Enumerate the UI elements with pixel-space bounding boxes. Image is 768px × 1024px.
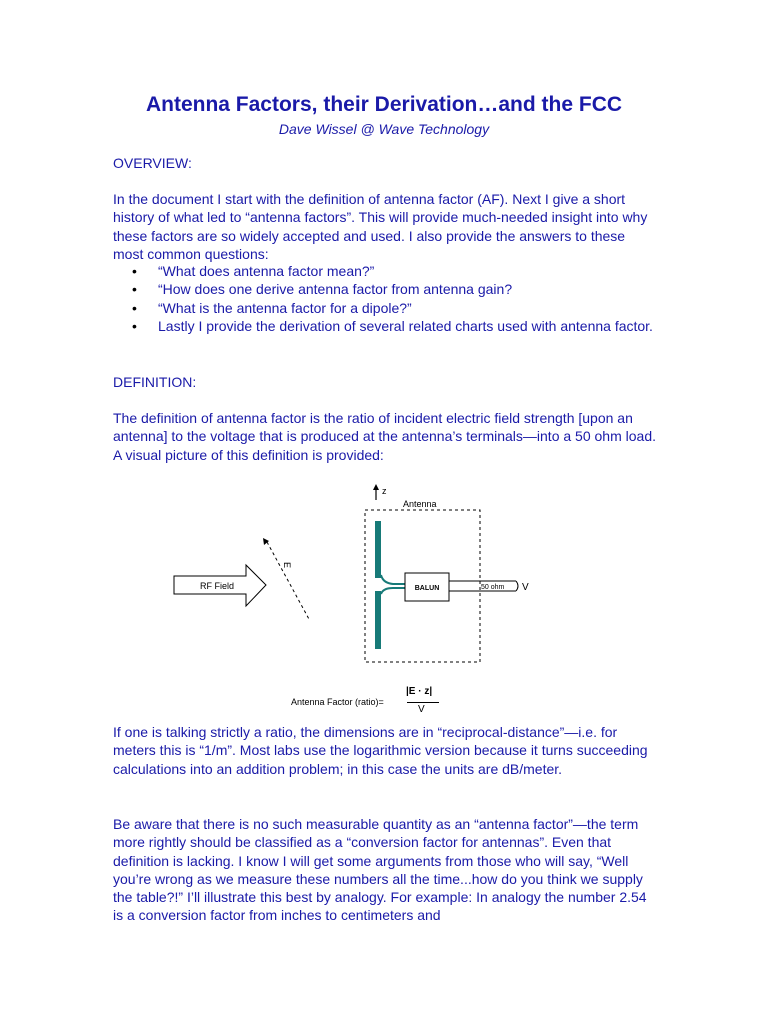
antenna-label: Antenna: [403, 499, 437, 509]
formula-label: Antenna Factor (ratio)=: [291, 697, 384, 707]
paragraph-conversion-factor: Be aware that there is no such measurable quantity as an “antenna factor”—the term more rightly should be classified as a “conversion factor for antennas”. Even that definition is lacking. I know I will get some arguments from those who will say, “Well you’re wrong as we measure these numbers all the time...how do you think we supply the table?!” I’ll illustrate this best by analogy. For example: In analogy the number 2.54 is a conversion factor from inches to centimeters and: [113, 816, 647, 924]
bullet-icon: •: [132, 281, 137, 298]
list-item: • “What is the antenna factor for a dipole?”: [132, 299, 412, 316]
bullet-icon: •: [132, 299, 137, 316]
document-author: Dave Wissel @ Wave Technology: [278, 121, 490, 137]
e-label: E: [282, 562, 292, 569]
question-list: [113, 262, 658, 335]
antenna-factor-formula: [290, 686, 490, 720]
formula-denominator: V: [418, 704, 425, 715]
rf-field-label: RF Field: [200, 581, 235, 591]
load-label: 50 ohm: [481, 584, 505, 591]
voltage-label: V: [522, 582, 529, 593]
e-field-vector: [267, 542, 310, 621]
document-title: Antenna Factors, their Derivation…and the FCC: [145, 93, 623, 116]
list-item: • “What does antenna factor mean?”: [132, 263, 375, 279]
lower-feed-line: [381, 588, 405, 594]
z-arrow-head: [373, 484, 379, 490]
list-item: • Lastly I provide the derivation of several related charts used with antenna factor.: [132, 317, 653, 334]
formula-numerator: |E · z|: [406, 686, 433, 697]
list-item: • “How does one derive antenna factor from antenna gain?: [132, 281, 513, 298]
balun-label: BALUN: [414, 585, 440, 592]
upper-feed-line: [381, 575, 405, 584]
terminal-bracket: [516, 581, 518, 591]
overview-heading: OVERVIEW:: [113, 155, 192, 171]
antenna-factor-diagram: [160, 480, 560, 670]
upper-dipole-element: [375, 521, 381, 578]
paragraph-reciprocal-distance: If one is talking strictly a ratio, the dimensions are in “reciprocal-distance”—i.e. for meters this is “1/m”. Most labs use the logarithmic version because it turns succeeding calculations into an addition problem; in this case the units are dB/meter.: [113, 724, 648, 777]
bullet-icon: •: [132, 263, 137, 279]
fraction-bar: [407, 702, 439, 703]
definition-heading: DEFINITION:: [113, 374, 197, 390]
bullet-icon: •: [132, 317, 137, 334]
definition-text: The definition of antenna factor is the ratio of incident electric field strength [upon an antenna] to the voltage that is produced at the antenna’s terminals—into a 50 ohm load. A visual picture of this definition is provided:: [113, 410, 656, 463]
lower-dipole-element: [375, 591, 381, 649]
overview-intro: In the document I start with the definition of antenna factor (AF). Next I give a short history of what led to “antenna factors”. This will provide much-needed insight into why these factors are so widely accepted and used. I also provide the answers to these most common questions:: [113, 191, 648, 262]
z-label: z: [382, 486, 387, 496]
